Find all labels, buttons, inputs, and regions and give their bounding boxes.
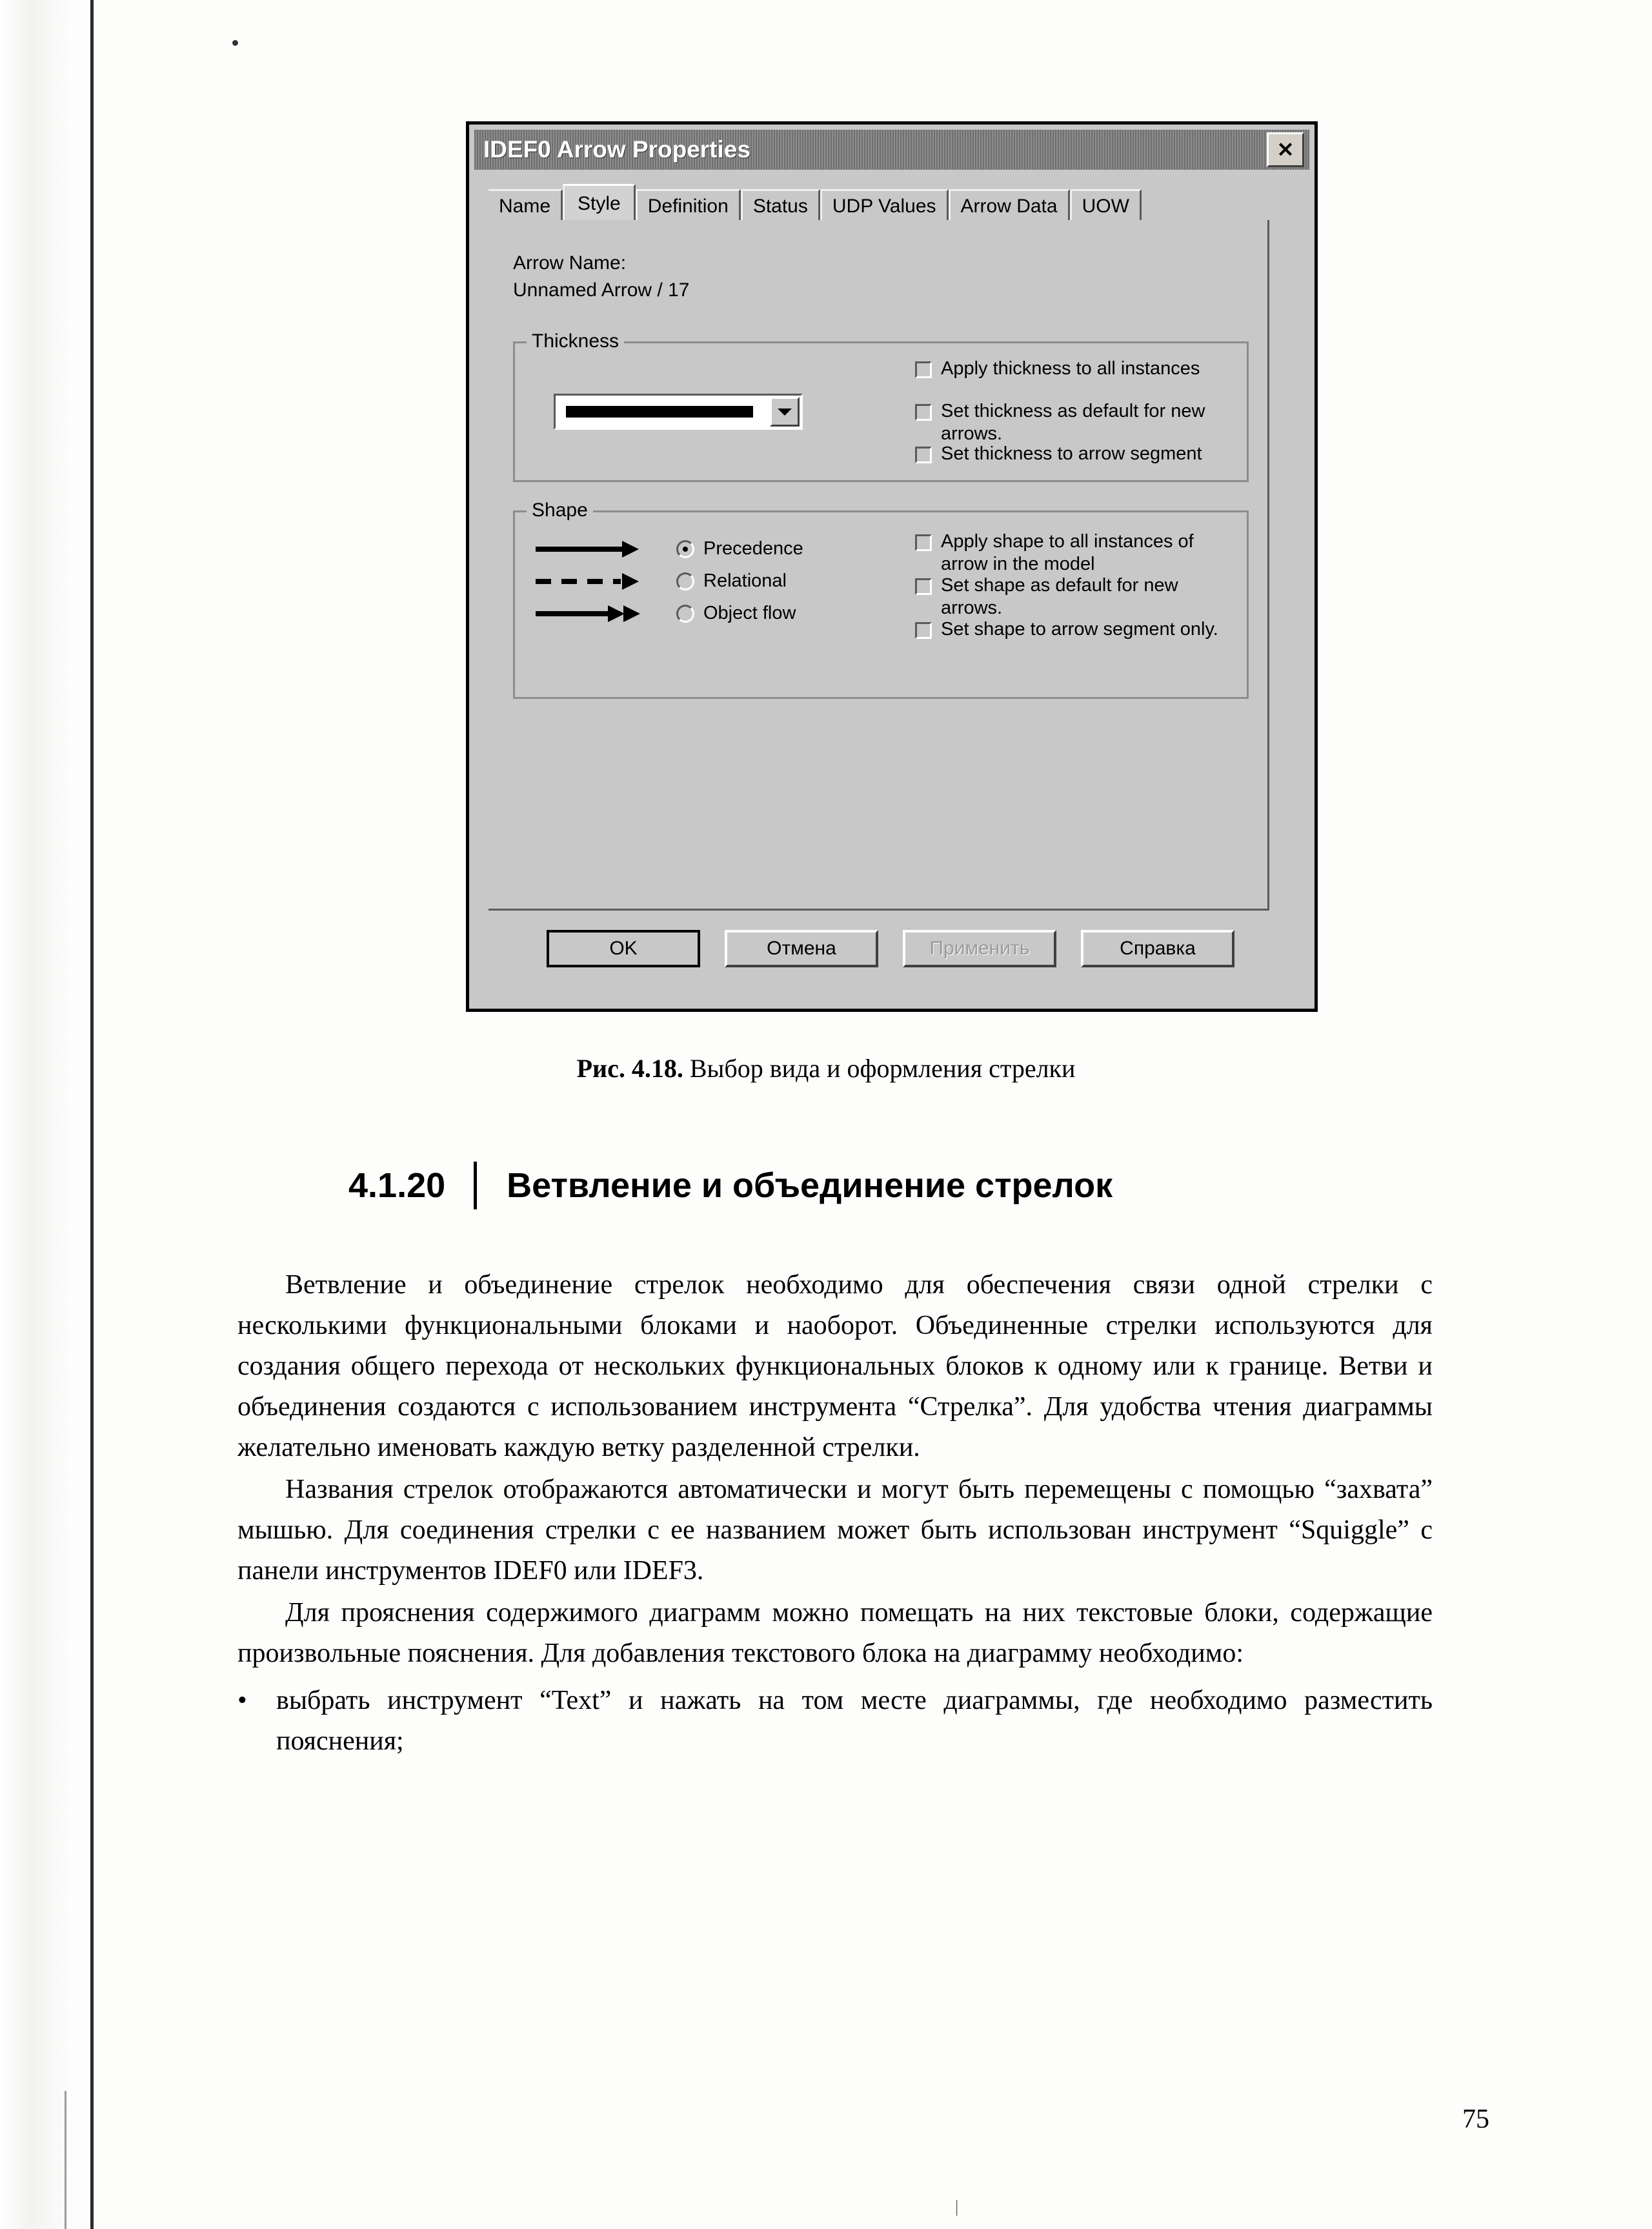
shape-radio-object-flow[interactable] [676,603,796,624]
style-tab-panel [489,220,1269,911]
radio-label: Precedence [703,538,803,559]
figure-caption-number: Рис. 4.18. [576,1054,683,1083]
close-icon[interactable]: ✕ [1267,132,1304,167]
figure-caption [0,1053,1652,1084]
section-divider [474,1162,477,1209]
checkbox-label: Apply shape to all instances of arrow in the model [941,531,1194,575]
thickness-group [513,330,1249,482]
checkbox-label: Set shape as default for new arrows. [941,575,1178,619]
scan-artifact: | [955,2197,959,2216]
body-text [237,1265,1433,1762]
set-thickness-default-checkbox[interactable] [915,400,1218,446]
shape-radio-precedence[interactable] [676,538,803,560]
shape-group [513,499,1249,699]
shape-radio-relational[interactable] [676,570,787,592]
checkbox-icon[interactable] [915,534,932,551]
checkbox-label: Set shape to arrow segment only. [941,619,1218,640]
radio-label: Object flow [703,603,796,623]
paragraph-2: Названия стрелок отображаются автоматически и могут быть перемещены с помощью “захвата” мышью. Для соединения стрелки с ее названием может быть использован инструмент “Squiggle” с панели инструментов IDEF0 или IDEF3. [237,1475,1433,1586]
cancel-button[interactable]: Отмена [725,930,878,967]
checkbox-label: Set thickness as default for new arrows. [941,401,1205,445]
tab-arrow-data[interactable]: Arrow Data [949,189,1070,221]
precedence-arrow-icon [536,540,652,559]
thickness-preview-line [566,406,753,418]
set-shape-default-checkbox[interactable] [915,574,1218,620]
list-item [237,1680,1433,1762]
paragraph-3: Для прояснения содержимого диаграмм можно помещать на них текстовые блоки, содержащие произвольные пояснения. Для добавления текстового блока на диаграмму необходимо: [237,1598,1433,1668]
idef0-arrow-properties-dialog [466,121,1318,1012]
page-number: 75 [1462,2104,1489,2134]
dialog-title: IDEF0 Arrow Properties [483,136,750,163]
paragraph-1: Ветвление и объединение стрелок необходимо для обеспечения связи одной стрелки с несколькими функциональными блоками и наоборот. Объединенные стрелки используются для создания общего перехода от нескольких функциональных блоков к одному или к границе. Ветви и объединения создаются с использованием инструмента “Стрелка”. Для удобства чтения диаграммы желательно именовать каждую ветку разделенной стрелки. [237,1270,1433,1462]
relational-arrow-icon [536,572,652,591]
ok-button[interactable]: OK [547,930,700,967]
checkbox-icon[interactable] [915,361,932,378]
radio-icon[interactable] [676,540,694,558]
section-number: 4.1.20 [348,1166,446,1205]
set-shape-to-segment-checkbox[interactable] [915,618,1218,641]
section-heading [348,1162,1113,1209]
help-button[interactable]: Справка [1081,930,1234,967]
object-flow-arrow-icon [536,604,652,623]
apply-button[interactable]: Применить [903,930,1056,967]
radio-label: Relational [703,570,787,591]
checkbox-icon[interactable] [915,447,932,463]
list-item-text: выбрать инструмент “Text” и нажать на том месте диаграммы, где необходимо разместить пояснения; [276,1686,1433,1756]
bullet-icon: • [237,1686,247,1715]
figure-caption-text: Выбор вида и оформления стрелки [683,1054,1076,1083]
tab-status[interactable]: Status [741,189,820,221]
page-binding-line-lower [65,2091,66,2229]
arrow-name-value: Unnamed Arrow / 17 [513,279,690,301]
dialog-button-row [547,930,1234,967]
arrow-name-label: Arrow Name: [513,252,627,274]
figure-screenshot [466,121,1318,1012]
checkbox-icon[interactable] [915,404,932,421]
chevron-down-icon[interactable] [770,397,800,427]
dialog-titlebar [474,130,1309,170]
tab-definition[interactable]: Definition [636,189,741,221]
tab-name[interactable]: Name [489,189,563,221]
apply-thickness-all-instances-checkbox[interactable] [915,358,1200,380]
radio-icon[interactable] [676,605,694,623]
scan-speck [232,40,238,46]
checkbox-label: Apply thickness to all instances [941,358,1200,379]
checkbox-label: Set thickness to arrow segment [941,443,1202,464]
shape-group-title: Shape [527,499,593,521]
tab-udp-values[interactable]: UDP Values [820,189,949,221]
checkbox-icon[interactable] [915,622,932,639]
tab-strip [489,184,1142,221]
thickness-combo[interactable] [554,394,803,430]
page-binding-shadow [0,0,77,2229]
thickness-group-title: Thickness [527,330,624,352]
section-title: Ветвление и объединение стрелок [507,1166,1113,1205]
page-binding-line [90,0,94,2229]
apply-shape-all-instances-checkbox[interactable] [915,530,1218,576]
tab-uow[interactable]: UOW [1070,189,1142,221]
set-thickness-to-segment-checkbox[interactable] [915,443,1202,465]
checkbox-icon[interactable] [915,578,932,595]
radio-icon[interactable] [676,572,694,590]
tab-style[interactable]: Style [563,184,636,221]
